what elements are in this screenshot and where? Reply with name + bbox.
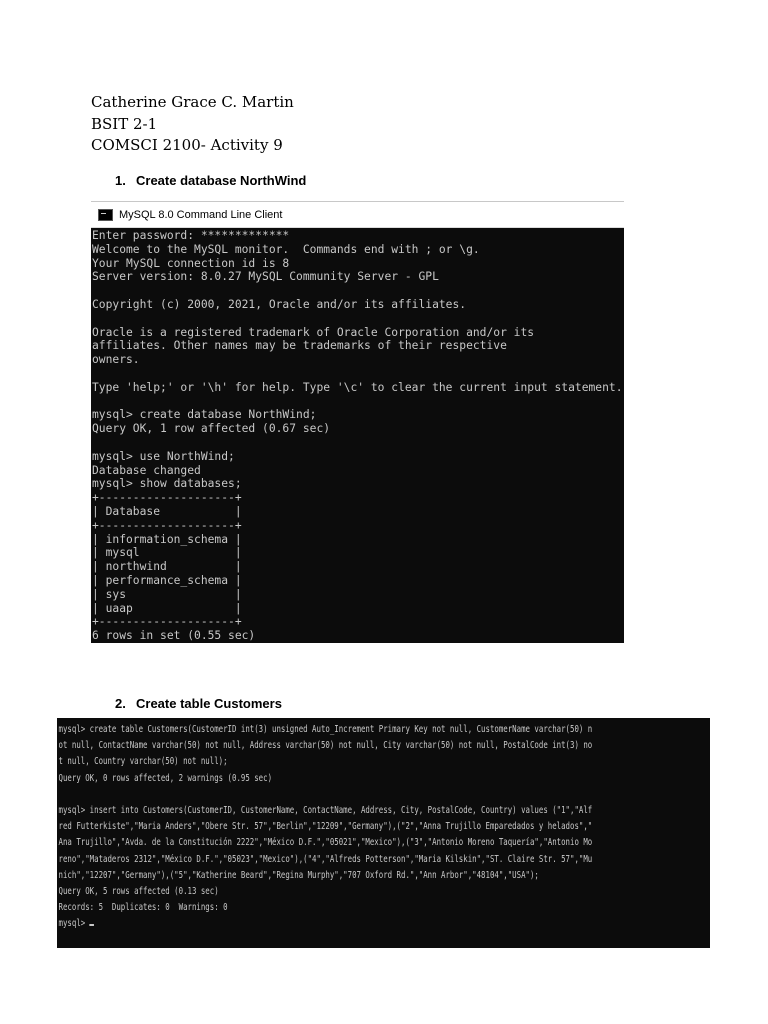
author-name: Catherine Grace C. Martin <box>91 93 294 111</box>
class-section: BSIT 2-1 <box>91 114 158 133</box>
course-activity: COMSCI 2100- Activity 9 <box>91 136 283 154</box>
terminal-output-1: Enter password: ************* Welcome to the MySQL monitor. Commands end with ; or \g. Your MySQL connection id is 8 Server version: 8.0.27 MySQL Community Server - GPL Copyright (c) 2000, 2021, Oracle and/or its affiliates. Oracle is a registered trademark of Oracle Corporation and/or its affiliates. Other names may be trademarks of their respective owners. Type 'help;' or '\h' for help. Type '\c' to clear the current input statement. mysql> create database NorthWind; Query OK, 1 row affected (0.67 sec) mysql> use NorthWind; Database changed mysql> show databases; +--------------------+ | Database | +--------------------+ | information_schema | | mysql | | northwind | | performance_schema | | sys | | uaap | +--------------------+ 6 rows in set (0.55 sec) <box>92 229 623 643</box>
terminal-prompt[interactable]: mysql> <box>58 918 90 930</box>
document-header <box>91 92 294 157</box>
step-2-number: 2. <box>115 696 126 711</box>
cursor-icon <box>90 924 95 926</box>
step-2-title: Create table Customers <box>136 696 282 711</box>
step-1-title: Create database NorthWind <box>136 173 307 188</box>
terminal-title-bar[interactable] <box>91 202 624 228</box>
step-1-number: 1. <box>115 173 126 188</box>
terminal-window-title: MySQL 8.0 Command Line Client <box>119 208 283 221</box>
terminal-output-2 <box>57 718 710 933</box>
console-app-icon <box>98 209 113 221</box>
step-1-heading <box>115 173 306 188</box>
step-2-heading <box>115 696 282 711</box>
mysql-terminal-window-1 <box>91 201 624 643</box>
terminal-output-2-text: mysql> create table Customers(CustomerID int(3) unsigned Auto_Increment Primary Key not null, CustomerName varchar(50) n ot null, ContactName varchar(50) not null, Address varchar(50) not null, City varchar(50) not null, PostalCode int(3) no t null, Country varchar(50) not null); Query OK, 0 rows affected, 2 warnings (0.95 sec) mysql> insert into Customers(CustomerID, CustomerName, ContactName, Address, City, PostalCode, Country) values ("1","Alf red Futterkiste","Maria Anders","Obere Str. 57","Berlin","12209","Germany"),("2","Anna Trujillo Emparedados y helados"," Ana Trujillo","Avda. de la Constitución 2222","México D.F.","05021","Mexico"),("3","Antonio Moreno Taquería","Antonio Mo reno","Mataderos 2312","México D.F.","05023","Mexico"),("4","Alfreds Potterson","Maria Kilskin","ST. Claire Str. 57","Mu nich","12207","Germany"),("5","Katherine Beard","Regina Murphy","707 Oxford Rd.","Ann Arbor","48104","USA"); Query OK, 5 rows affected (0.13 sec) Records: 5 Duplicates: 0 Warnings: 0 <box>58 724 593 914</box>
mysql-terminal-window-2 <box>57 718 710 948</box>
